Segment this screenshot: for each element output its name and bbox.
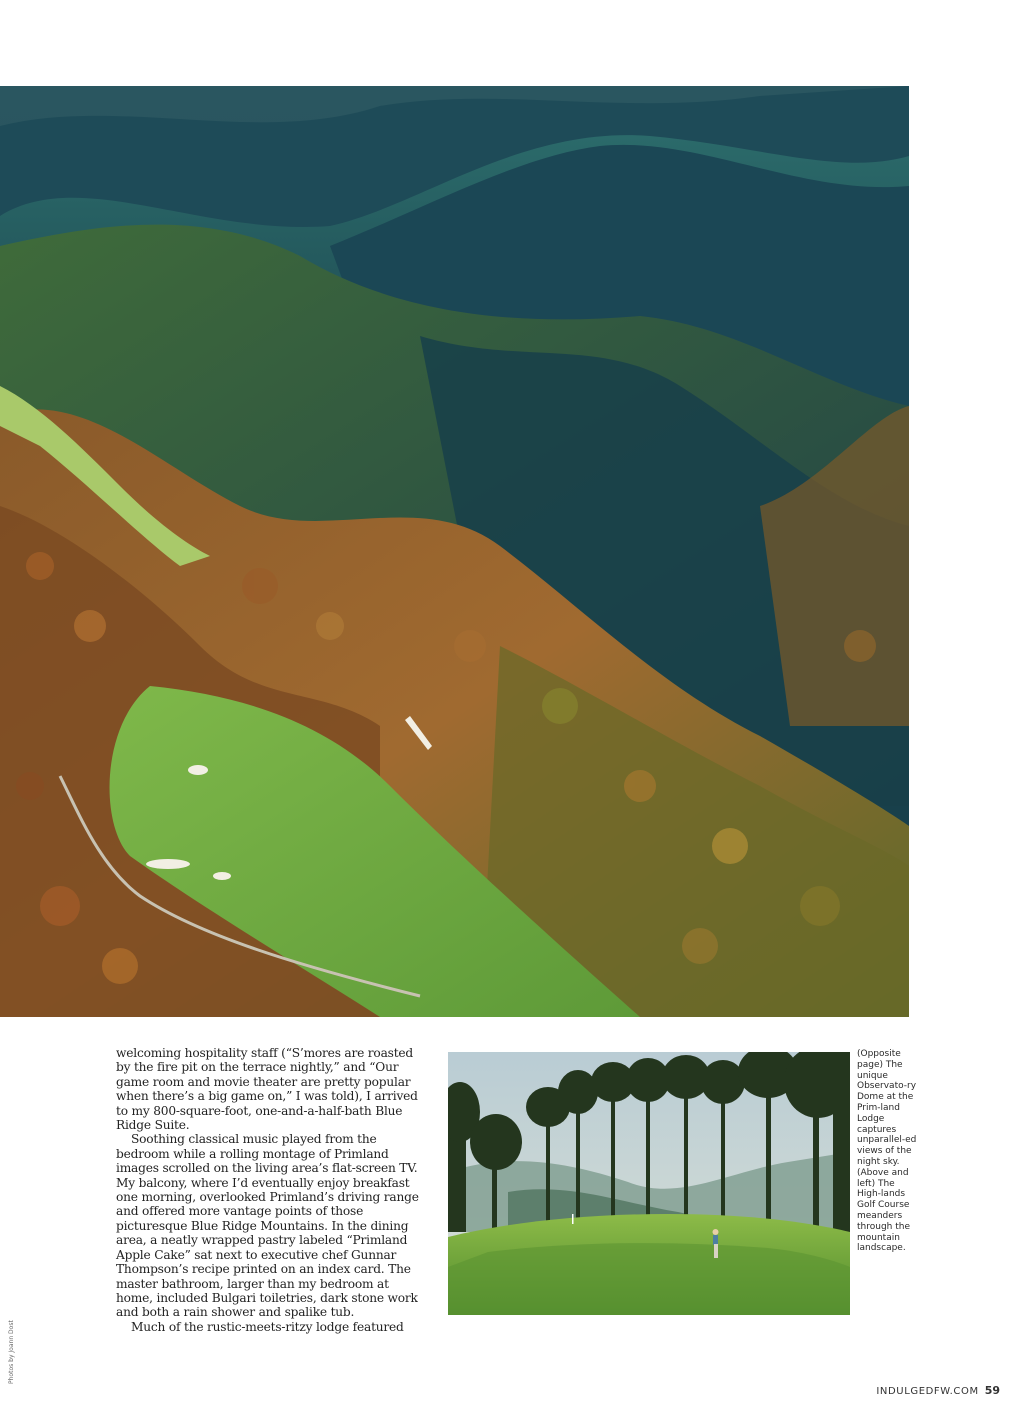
site-url: INDULGEDFW.COM [876,1386,979,1397]
hero-photo [0,86,909,1017]
inset-photo [448,1052,850,1315]
page-footer [876,1384,1000,1397]
aerial-mountain-image [0,86,909,1017]
photo-credit: Photos by Joann Dost [8,1320,15,1384]
article-paragraph: Much of the rustic-meets-ritzy lodge featured [131,1319,404,1334]
article-paragraph: welcoming hospitality staff (“S’mores are roasted by the fire pit on the terrace nightly,” and “Our game room and movie theater are pretty popular when there’s a big game on,” I was told), I arrived to my 800-square-foot, one-and-a-half-bath Blue Ridge Suite. [116,1046,418,1133]
golf-green-image [448,1052,850,1315]
photo-caption: (Opposite page) The unique Observato-ry Dome at the Prim-land Lodge captures unparallel-ed views of the night sky. (Above and left) The High-lands Golf Course meanders through the mountain landscape. [857,1049,917,1254]
page-number: 59 [984,1384,1000,1397]
article-paragraph: Soothing classical music played from the bedroom while a rolling montage of Primland images scrolled on the living area’s flat-screen TV. My balcony, where I’d eventually enjoy breakfast one morning, overlooked Primland’s driving range and offered more vantage points of those picturesque Blue Ridge Mountains. In the dining area, a neatly wrapped pastry labeled “Primland Apple Cake” sat next to executive chef Gunnar Thompson’s recipe printed on an index card. The master bathroom, larger than my bedroom at home, included Bulgari toiletries, dark stone work and both a rain shower and spalike tub. [116,1132,419,1320]
article-body [116,1046,426,1334]
